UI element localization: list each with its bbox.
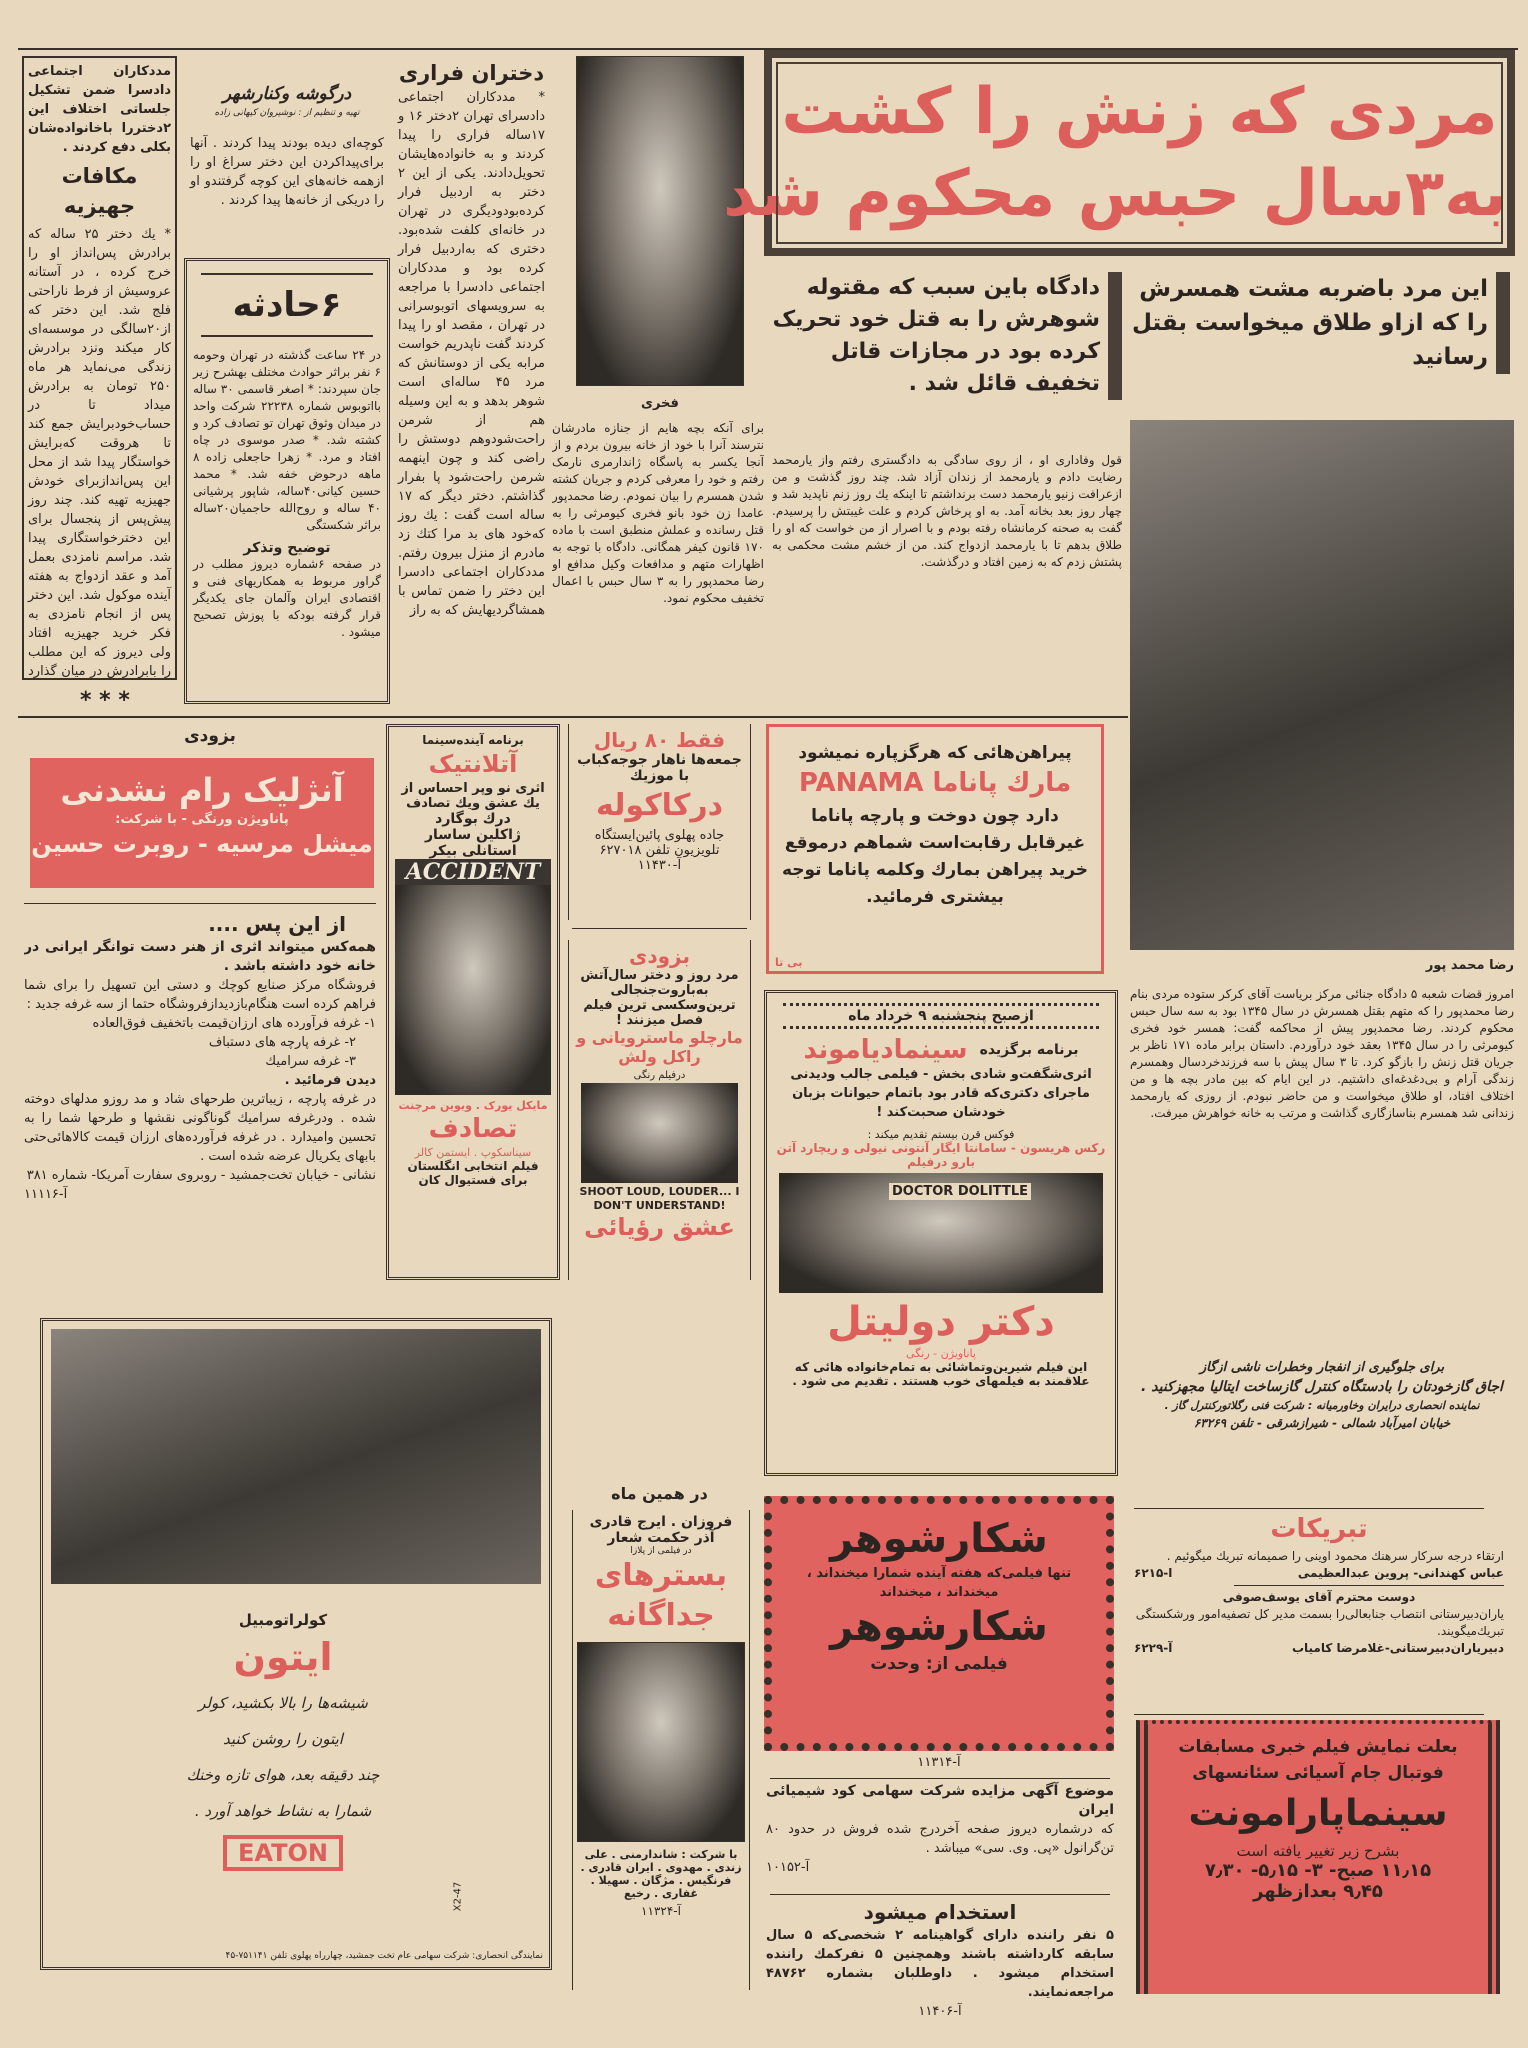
separate-beds-cast: با شرکت : شاندارمنی . علی زندی . مهدوی . ایران قادری . فرنگیس . مژگان . سهیلا . غفاری . رخیع [580, 1848, 742, 1900]
angelique-subtitle: پاناویژن ورنگی - با شرکت: [115, 812, 289, 827]
hiring-code: آ-۱۱۴۰۶ [918, 2004, 962, 2019]
congrats-from: دبیریاران‌دبیرستانی-غلامرضا کامیاب [1291, 1641, 1504, 1655]
handicraft-item: ۲- غرفه پارچه های دستباف [208, 1035, 356, 1050]
accident-title-fa: تصادف [428, 1114, 518, 1144]
kakoule-price: فقط ۸۰ ریال [593, 728, 726, 752]
eaton-footer: نمایندگی انحصاری: شرکت سهامی عام تخت جمشید، چهارراه پهلوی تلفن ۷۵۱۱۴۱-۴۵ [225, 1951, 543, 1961]
article-column-2: قول وفاداری او ، از روی سادگی به دادگستری رفتم واز یارمحمد رضایت دادم و یارمحمد از زندان آزاد شد. چند روز گذشت و من ازعرافت زنیو یارمحمد دست برنداشتم تا اینکه یك روز زنم ناپدید شد و چهار روز بعد بخانه آمد. به او پرخاش کردم و علت غیبتش را پرسیدم. گفت به صحنه کرمانشاه رفته بودم و با اصرار از من خواست که او را طلاق بدهم تا با یارمحمد ازدواج کند. من از خشم مشت محکمی به پشتش زدم که به زمین افتاد و درگذشت. [772, 453, 1122, 569]
gas-line-3: نماینده انحصاری درایران وخاورمیانه : شرکت فنی رگلاتورکنترل گاز . [1164, 1399, 1480, 1412]
runaway-title: دختران فراری [398, 61, 545, 85]
eaton-copy: شمارا به نشاط خواهد آورد . [194, 1802, 372, 1820]
shoot-loud-photo [581, 1083, 738, 1183]
husband-hunt-title-2: شکارشوهر [830, 1604, 1048, 1650]
car-interior-photo [51, 1329, 541, 1584]
congrats-body: ارتقاء درجه سرکار سرهنك محمود اوینی را صمیمانه تبریك میگوئیم . [1166, 1549, 1504, 1563]
gas-line-2: اجاق گازخودتان را بادستگاه کنترل گازساخت ایتالیا مجهزکنید . [1141, 1379, 1503, 1395]
husband-hunt-line-2: میخنداند ، میخنداند [879, 1585, 999, 1600]
dolittle-ad [764, 990, 1118, 1476]
soon-mid-color: درفیلم رنگی [633, 1070, 686, 1081]
hiring-title: استخدام میشود [863, 1900, 1017, 1924]
separate-beds-stars-2: آذر حکمت شعار [607, 1530, 715, 1546]
atlantic-cast: ژاکلین ساسار [424, 827, 521, 843]
man-photo [1130, 420, 1514, 950]
handicraft-body-1: فروشگاه مرکز صنایع کوچك و دستی این تسهیل را برای شما فراهم کرده است هنگام‌بازدیدازفروشگاه حتما از سه غرفه جدید : [24, 978, 376, 1012]
runaway-body: * مددکاران اجتماعی دادسرای تهران ۲دختر ۱۶ و ۱۷ساله فراری را پیدا کردند و به خانواده‌هایشان تحویل‌دادند. یکی از این ۲ دختر به اردبیل فرار کرده‌بودودیگری در تهران در خانه‌ای کلفت شده‌بود. دختری که به‌اردبیل فرار کرده بود و مددکاران اجتماعی دادسرا با مراجعه به سرویسهای اتوبوسرانی در تهران ، مقصد او را پیدا کردند گفت ناپدریم خواست مرابه یکی از دوستانش که مرد ۴۵ ساله‌ای است شوهر بدهد و به این وسیله هم از شرمن راحت‌شودوهم دوستش را راضی کند و چون اینهمه شرمن راحت‌شود پا بفرار گذاشتم. دختر دیگر که ۱۷ ساله است گفت : یك روز که‌خود های بد مرا کتك زد مادرم از منزل بیرون رفتم. مددکاران اجتماعی دادسرا این دختر را ضمن تماس با همشاگردیهایش که به راز [398, 90, 546, 618]
city-body: کوچه‌ای دیده بودند پیدا کردند . آنها برای‌پیدا‌کردن این دختر سراغ او را ازهمه خانه‌های این کوچه گرفتندو او را دریکی از خانه‌ها پیدا کردند . [190, 136, 384, 208]
kakoule-ad [568, 724, 751, 920]
gas-line-1: برای جلوگیری از انفجار وخطرات ناشی ازگاز [1199, 1360, 1445, 1375]
accident-format: سیناسکوپ . ایستمن کالر [414, 1146, 532, 1159]
husband-hunt-ad [764, 1496, 1114, 1751]
dolittle-footer: این فیلم شیرین‌وتماشائی به تمام‌خانواده هائی که علاقمند به فیلمهای خوب هستند . تقدیم می شود . [792, 1360, 1090, 1388]
rule [1134, 1508, 1484, 1509]
atlantic-tagline: اثری نو وپر احساس از یك عشق ویك تصادف [401, 781, 545, 811]
congrats-title: تبریکات [1270, 1514, 1368, 1544]
eaton-copy: ایتون را روشن کنید [223, 1730, 343, 1748]
dowry-body: * یك دختر ۲۵ ساله که برادرش پس‌انداز او را خرج کرده ، در آستانه عروسیش از فرط ناراحتی فلج شد. این دختر که از۲۰سالگی در موسسه‌ای کار میکند ونزد برادرش زندگی می‌نماید هر ماه ۲۵۰ تومان به برادرش میداد تا در حساب‌خودبرایش جمع کند تا هروقت که‌برایش خواستگار پیدا شد از محل این پس‌اندازبرای خودش جهیزیه تهیه کند. چند روز پیش‌پس از پنجسال برای این دخترخواستگاری پیدا شد. مراسم نامزدی بعمل آمد و عقد ازدواج به هفته آینده موکول شد. این دختر پس از انجام نامزدی به فکر خرید جهیزیه افتاد ولی دیروز که این مطلب را بابرادرش در میان گذارد [28, 227, 171, 679]
panama-ad [766, 724, 1104, 974]
auction-code: آ-۱۰۱۵۲ [766, 1860, 810, 1875]
section-rule [18, 716, 1128, 718]
soon-mid-label: بزودی [629, 944, 690, 968]
atlantic-cast: استانلی بیکر [429, 843, 517, 859]
woman-photo-caption: فخری [641, 396, 679, 411]
gas-address: خیابان امیرآباد شمالی - شیرازشرقی - تلفن ۶۳۲۶۹ [1193, 1416, 1451, 1430]
handicraft-address: نشانی - خیابان تخت‌جمشید - روبروی سفارت آمریکا- شماره ۳۸۱ [26, 1168, 376, 1183]
eaton-ad [40, 1318, 552, 1970]
separate-beds-stars: فروزان . ایرج قادری [589, 1514, 733, 1530]
city-title: درگوشه وکنارشهر [222, 84, 352, 104]
husband-hunt-title: شکارشوهر [830, 1516, 1048, 1562]
separate-beds-new-film: در فیلمی از پلازا [630, 1546, 692, 1556]
dowry-title: مکافات جهیزیه [61, 164, 138, 218]
handicraft-lead: همه‌کس میتواند اثری از هنر دست توانگر ایرانی در خانه خود داشته باشد . [24, 939, 376, 974]
soon-label: بزودی [184, 726, 236, 746]
handicraft-visit: دیدن فرمائید . [284, 1073, 376, 1088]
atlantic-ad [386, 724, 560, 1280]
angelique-ad [30, 758, 374, 888]
hiring-notice [766, 1898, 1114, 2021]
article-column-1: برای آنکه بچه هایم از جنازه مادرشان نترسند آنرا با خود از خانه بیرون بردم و از آنجا یکسر به پاسگاه ژاندارمری نارمک رفتم و خود را معرفی کردم و جریان کشته شدن همسرم را بیان نمودم. رضا محمدپور عامدا زن خود بانو فخری کیومرثی را به قتل رسانده و عملش منطبق است با ماده ۱۷۰ قانون کیفر همگانی. دادگاه با توجه به اظهارات متهم و مدافعات وکیل مدافع او رضا محمدپور را به ۳ سال حبس با اعمال تخفیف محکوم نمود. [552, 421, 764, 605]
man-photo-caption: رضا محمد پور [1425, 958, 1514, 973]
headline-box [723, 50, 1515, 256]
paramount-line-2: بشرح زیر تغییر یافته است [1236, 1842, 1400, 1860]
dolittle-program: برنامه برگزیده [979, 1042, 1079, 1058]
paramount-times: ۱۱٫۱۵ صبح- ۳- ۵٫۱۵- ۷٫۳۰ [1204, 1860, 1432, 1881]
stars-divider: * * * [80, 688, 130, 713]
auction-body: که درشماره دیروز صفحه آخردرج شده فروش در حدود ۸۰ تن‌گرانول «پی. وی. سی» میباشد . [766, 1822, 1114, 1856]
kakoule-name: درکاکوله [595, 788, 724, 823]
runaway-column [394, 56, 549, 704]
shoot-loud-title-en: SHOOT LOUD, LOUDER... I DON'T UNDERSTAND! [579, 1185, 740, 1212]
shoot-loud-title-fa: عشق رؤیائی [584, 1213, 735, 1241]
rule [24, 903, 376, 904]
soon-mid-body: مرد روز و دختر سال‌آتش به‌باروت‌جنجالی ترین‌وسکسی ترین فیلم فصل میزنند ! [580, 968, 739, 1028]
auction-notice [766, 1782, 1114, 1877]
soon-mid-cast: مارچلو ماسترویانی و راکل ولش [576, 1028, 743, 1066]
dolittle-tagline: اثری‌شگفت‌و شادی بخش - فیلمی جالب ودیدنی ماجرای دکتری‌که قادر بود باتمام حیوانات بزبان خودشان صحبت‌کند ! [790, 1067, 1092, 1120]
separate-beds-photo [577, 1642, 745, 1842]
subhead-right: این مرد باضربه مشت همسرش را که ازاو طلاق میخواست بقتل رسانید [1130, 272, 1510, 374]
gas-control-ad [1132, 1360, 1512, 1504]
dolittle-presents: فوکس قرن بیستم تقدیم میکند : [867, 1128, 1015, 1141]
handicraft-code: آ-۱۱۱۱۶ [24, 1187, 68, 1202]
rule [1134, 1714, 1484, 1715]
dolittle-title-en: DOCTOR DOLITTLE [889, 1183, 1031, 1200]
handicraft-item: ۱- غرفه فرآورده های ارزان‌قیمت باتخفیف فوق‌العاده [92, 1016, 376, 1031]
separate-beds-month: در همین ماه [611, 1484, 708, 1503]
subhead-left: دادگاه باین سبب که مقتوله شوهرش را به قتل خود تحریک کرده بود در مجازات قاتل تخفیف قائل شد . [772, 272, 1122, 400]
dowry-intro: مددکاران اجتماعی دادسرا ضمن تشکیل جلساتی اختلاف این ۲دختررا باخانواده‌شان بکلی دفع کردند . [28, 64, 171, 155]
eaton-copy: شیشه‌ها را بالا بکشید، کولر [198, 1694, 368, 1712]
rule [770, 1894, 1110, 1895]
auction-title: موضوع آگهی مزایده شرکت سهامی کود شیمیائی ایران [766, 1783, 1114, 1818]
eaton-logo: EATON [223, 1835, 343, 1871]
panama-brand: مارك پاناما PANAMA [798, 768, 1072, 798]
congrats-body: یاران‌دبیرستانی انتصاب جنابعالی‌را بسمت مدیر کل تصفیه‌امور ورشکستگی تبریك‌میگویند. [1135, 1607, 1504, 1638]
headline-line-1: مردی که زنش را کشت [781, 75, 1498, 149]
atlantic-cinema: آتلانتیک [428, 750, 518, 778]
dolittle-format: پاناویژن - رنگی [906, 1347, 976, 1360]
panama-line-1: پیراهن‌هائی که هرگزپاره نمیشود [798, 743, 1072, 763]
separate-beds-ad [572, 1510, 750, 1990]
separate-beds-code: آ-۱۱۳۲۴ [641, 1904, 681, 1918]
dolittle-cast: رکس هریسون - سامانتا ایگار آنتونی نیولی و ریچارد آتن بارو درفیلم [776, 1141, 1106, 1169]
handicraft-item: ۳- غرفه سرامیك [265, 1054, 356, 1069]
dolittle-cinema: سینمادیاموند [803, 1035, 968, 1065]
eaton-brand-fa: ایتون [233, 1635, 333, 1679]
below-photo-text: امروز قضات شعبه ۵ دادگاه جنائی مرکز بریاست آقای کرکر ستوده مردی بنام رضا محمدپور را که متهم بقتل همسرش در سال ۱۳۴۵ بود به سه سال حبس محکوم کردند. رضا محمدپور پیش از محاکمه گفت: همسر خود فخری کیومرثی را در سال ۱۳۴۵ بعقد خود درآوردم. داستان برابر ماده ۱۷۱ ناظر بر جریان قتل زنش را بازگو کرد. تا ۳ سال پیش با سه فرزند‌خردسال وهمسرم زندگی آرام و بی‌دغدغه‌ای داشتیم. در این ایام که بین مادر بچه ها و من اختلاف افتاد، او طلاق میخواست و من حاضر نبودم. از روزی که یارمحمد زندانی شد همسرم بناسازگاری گذاشت و مرتب به خانه خواهرش میرفت. [1130, 987, 1514, 1120]
accidents-title: ۶حادثه [201, 273, 373, 337]
kakoule-address: جاده پهلوی پائین‌ایستگاه تلویزیون تلفن ۶۲۷۰۱۸ [594, 828, 725, 858]
atlantic-header: برنامه آینده‌سینما [422, 733, 524, 747]
panama-body: دارد چون دوخت و پارچه پاناما غیرقابل رقابت‌است شماهم درموقع خرید پیراهن بمارك وکلمه پاناما توجه بیشتری فرمائید. [781, 806, 1089, 907]
shoot-loud-ad [568, 940, 751, 1280]
rule [770, 1778, 1110, 1779]
accidents-box [184, 258, 390, 704]
city-byline: تهیه و تنظیم از : نوشیروان کیهانی زاده [214, 108, 360, 118]
woman-photo [576, 56, 744, 386]
handicraft-ad [24, 910, 376, 1288]
paramount-line-1: بعلت نمایش فیلم خبری مسابقات فوتبال جام آسیائی سئانسهای [1178, 1737, 1458, 1783]
atlantic-cast: درك بوگارد [435, 811, 511, 827]
dolittle-photo [779, 1173, 1103, 1293]
dolittle-date: ازصبح پنجشنبه ۹ خرداد ماه [783, 1003, 1099, 1029]
eaton-copy: چند دقیقه بعد، هوای تازه وخنك [186, 1766, 380, 1784]
eaton-product: کولراتومبیل [238, 1611, 328, 1629]
city-column [184, 56, 390, 252]
dowry-column [22, 56, 177, 680]
congrats-code: آ-۶۲۲۹ [1134, 1641, 1173, 1655]
rule [572, 928, 747, 929]
angelique-title: آنژلیک رام نشدنی [60, 771, 344, 809]
eaton-code: X2-47 [452, 1881, 464, 1912]
angelique-cast: میشل مرسیه - روبرت حسین [31, 830, 373, 858]
congrats-code: ا-۶۲۱۵ [1134, 1566, 1173, 1580]
accidents-body: در ۲۴ ساعت گذشته در تهران وحومه ۶ نفر براثر حوادث مختلف بهشرح زیر جان سپردند: * اصغر قاسمی ۳۰ ساله بااتوبوس شماره ۲۲۲۳۸ شرکت واحد در میدان وثوق تهران تو تصادف کرد و کشته شد. * صدر موسوی در چاه افتاد و مرد. * زهرا حاجعلی زاده ۸ ماهه درحوض خفه شد. * محمد حسین کیانی۴۰ساله، شاپور پرشیانی ۴۰ ساله و روح‌الله حاجمیان۲۰ساله براثر شکستگی [193, 348, 381, 532]
kakoule-offer: جمعه‌ها ناهار جوجه‌کباب با موزیك [577, 752, 742, 784]
headline-line-2: به۳سال حبس محکوم شد [723, 157, 1507, 231]
accident-title-en: ACCIDENT [395, 859, 551, 885]
husband-hunt-code: آ-۱۱۳۱۴ [917, 1755, 961, 1770]
handicraft-body-2: در غرفه پارچه ، زیباترین طرحهای شاد و مد روزو مدلهای دوخته شده . ودرغرفه سرامیك گوناگونی نقشها و طرحها شما را به تحسین وامیدارد . در غرفه فرآورده‌های ارزان قیمت کالاهائی‌حتی بابهای یکریال عرضه شده است . [24, 1092, 376, 1164]
correction-title: توضیح وتذکر [243, 540, 331, 556]
paramount-times-2: ۹٫۴۵ بعدازظهر [1253, 1881, 1383, 1902]
panama-agency: بی تا [775, 956, 803, 969]
congratulations-section [1134, 1512, 1504, 1657]
handicraft-title: از این پس .... [208, 912, 346, 936]
accident-cast-2: مایکل یورک . ویوین مرچنت [398, 1099, 548, 1112]
accident-photo [395, 885, 551, 1095]
congrats-from: عباس کهندانی- پروین عبدالعظیمی [1297, 1566, 1504, 1580]
husband-hunt-line-1: تنها فیلمی‌که هفته آینده شمارا میخنداند ، [806, 1566, 1072, 1581]
dolittle-title-fa: دکتر دولیتل [827, 1299, 1055, 1345]
kakoule-code: آ-۱۱۴۳۰ [637, 858, 682, 873]
paramount-cinema: سینماپارامونت [1188, 1793, 1448, 1834]
congrats-heading: دوست محترم آقای یوسف‌صوفی [1222, 1590, 1416, 1604]
paramount-ad [1136, 1720, 1500, 1994]
correction-body: در صفحه ۶شماره دیروز مطلب در گراور مربوط به همکاریهای فنی و اقتصادی ایران وآلمان جای یکدیگر قرار گرفته بودکه با پوزش تصحیح میشود . [193, 557, 381, 639]
accident-note: فیلم انتخابی انگلستان برای فستیوال کان [407, 1159, 539, 1187]
separate-beds-title: بسترهای جداگانه [594, 1558, 728, 1633]
hiring-body: ۵ نفر راننده دارای گواهینامه ۲ شخصی‌که ۵ سال سابقه کارداشته باشند وهمچنین ۵ نفرکمك راننده استخدام میشود . داوطلبان بشماره ۴۸۷۶۲ مراجعه‌نمایند. [766, 1928, 1114, 2000]
husband-hunt-from: فیلمی از: وحدت [870, 1654, 1008, 1674]
